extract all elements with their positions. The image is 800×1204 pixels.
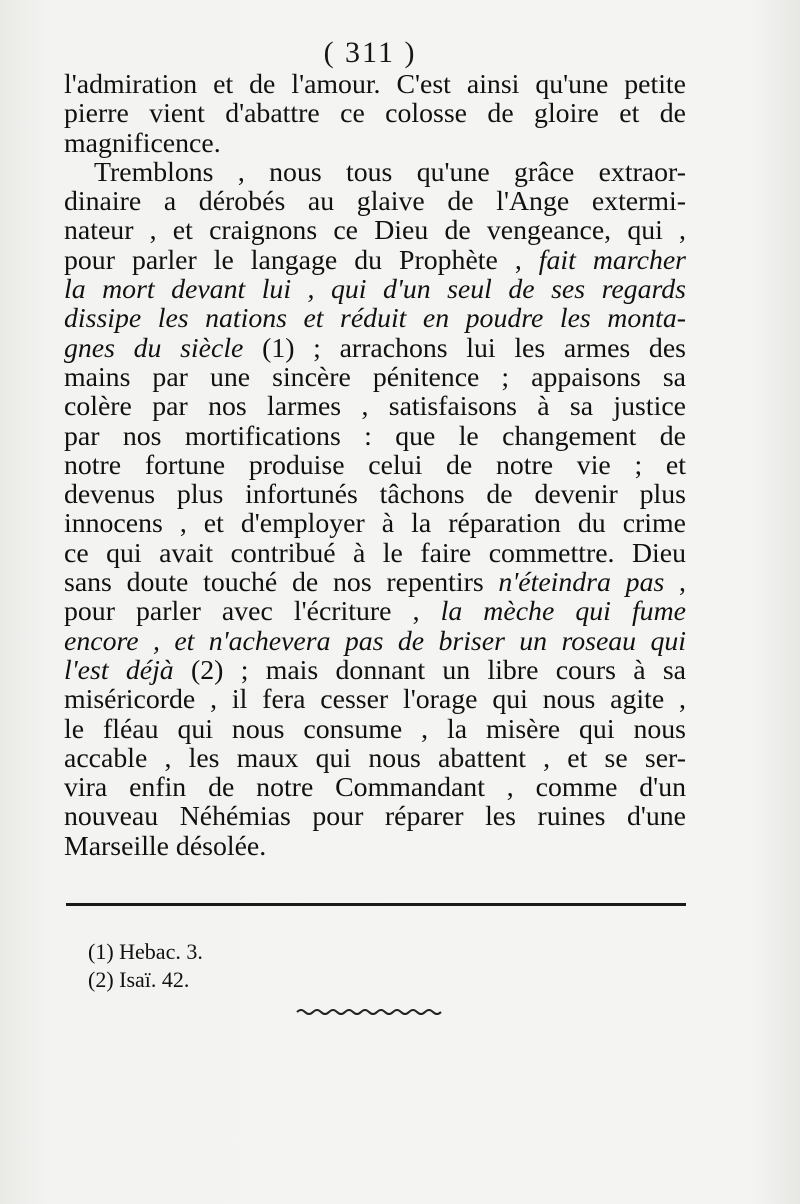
text-line: sans doute touché de nos repentirs n'éteindra pas , bbox=[64, 568, 686, 598]
text-line: Tremblons , nous tous qu'une grâce extraor- bbox=[94, 157, 686, 188]
fleuron-ornament-icon bbox=[0, 1004, 740, 1020]
text-line: Marseille désolée. bbox=[64, 831, 267, 862]
text-line: la mort devant lui , qui d'un seul de ses regards bbox=[64, 275, 686, 305]
text-line: colère par nos larmes , satisfaisons à sa justice bbox=[64, 392, 686, 422]
text-line: nateur , et craignons ce Dieu de vengeance, qui , bbox=[64, 216, 686, 246]
text-line: par nos mortifications : que le changement de bbox=[64, 421, 686, 451]
text-line: magnificence. bbox=[64, 128, 221, 158]
text-line: pour parler le langage du Prophète , fait marcher bbox=[64, 245, 686, 276]
footnote-1: (1) Hebac. 3. bbox=[88, 939, 203, 964]
footnote-2: (2) Isaï. 42. bbox=[88, 967, 190, 992]
text-line: dinaire a dérobés au glaive de l'Ange extermi- bbox=[64, 187, 686, 217]
footnotes bbox=[88, 938, 203, 994]
text-line: nouveau Néhémias pour réparer les ruines d'une bbox=[64, 802, 686, 832]
page-number: ( 311 ) bbox=[323, 36, 417, 69]
text-line: devenus plus infortunés tâchons de devenir plus bbox=[64, 480, 686, 510]
text-line: innocens , et d'employer à la réparation du crime bbox=[64, 509, 686, 539]
text-line: encore , et n'achevera pas de briser un roseau qui bbox=[64, 626, 686, 656]
text-line: accable , les maux qui nous abattent , et se ser- bbox=[64, 743, 686, 774]
text-line: notre fortune produise celui de notre vie ; et bbox=[64, 450, 686, 481]
text-line: miséricorde , il fera cesser l'orage qui nous agite , bbox=[64, 685, 686, 715]
text-line: vira enfin de notre Commandant , comme d'un bbox=[64, 773, 686, 803]
text-line: le fléau qui nous consume , la misère qui nous bbox=[64, 714, 686, 744]
text-line: ce qui avait contribué à le faire commettre. Dieu bbox=[64, 538, 686, 569]
text-line: pour parler avec l'écriture , la mèche qui fume bbox=[64, 597, 686, 627]
text-line: mains par une sincère pénitence ; appaisons sa bbox=[64, 362, 686, 393]
text-line: pierre vient d'abattre ce colosse de gloire et de bbox=[64, 99, 686, 129]
body-text bbox=[64, 70, 686, 861]
text-line: gnes du siècle (1) ; arrachons lui les armes des bbox=[64, 333, 686, 363]
text-line: l'admiration et de l'amour. C'est ainsi qu'une petite bbox=[64, 70, 686, 100]
text-line: dissipe les nations et réduit en poudre les monta- bbox=[64, 304, 686, 334]
footnote-divider bbox=[66, 903, 686, 906]
text-line: l'est déjà (2) ; mais donnant un libre cours à sa bbox=[64, 655, 686, 686]
